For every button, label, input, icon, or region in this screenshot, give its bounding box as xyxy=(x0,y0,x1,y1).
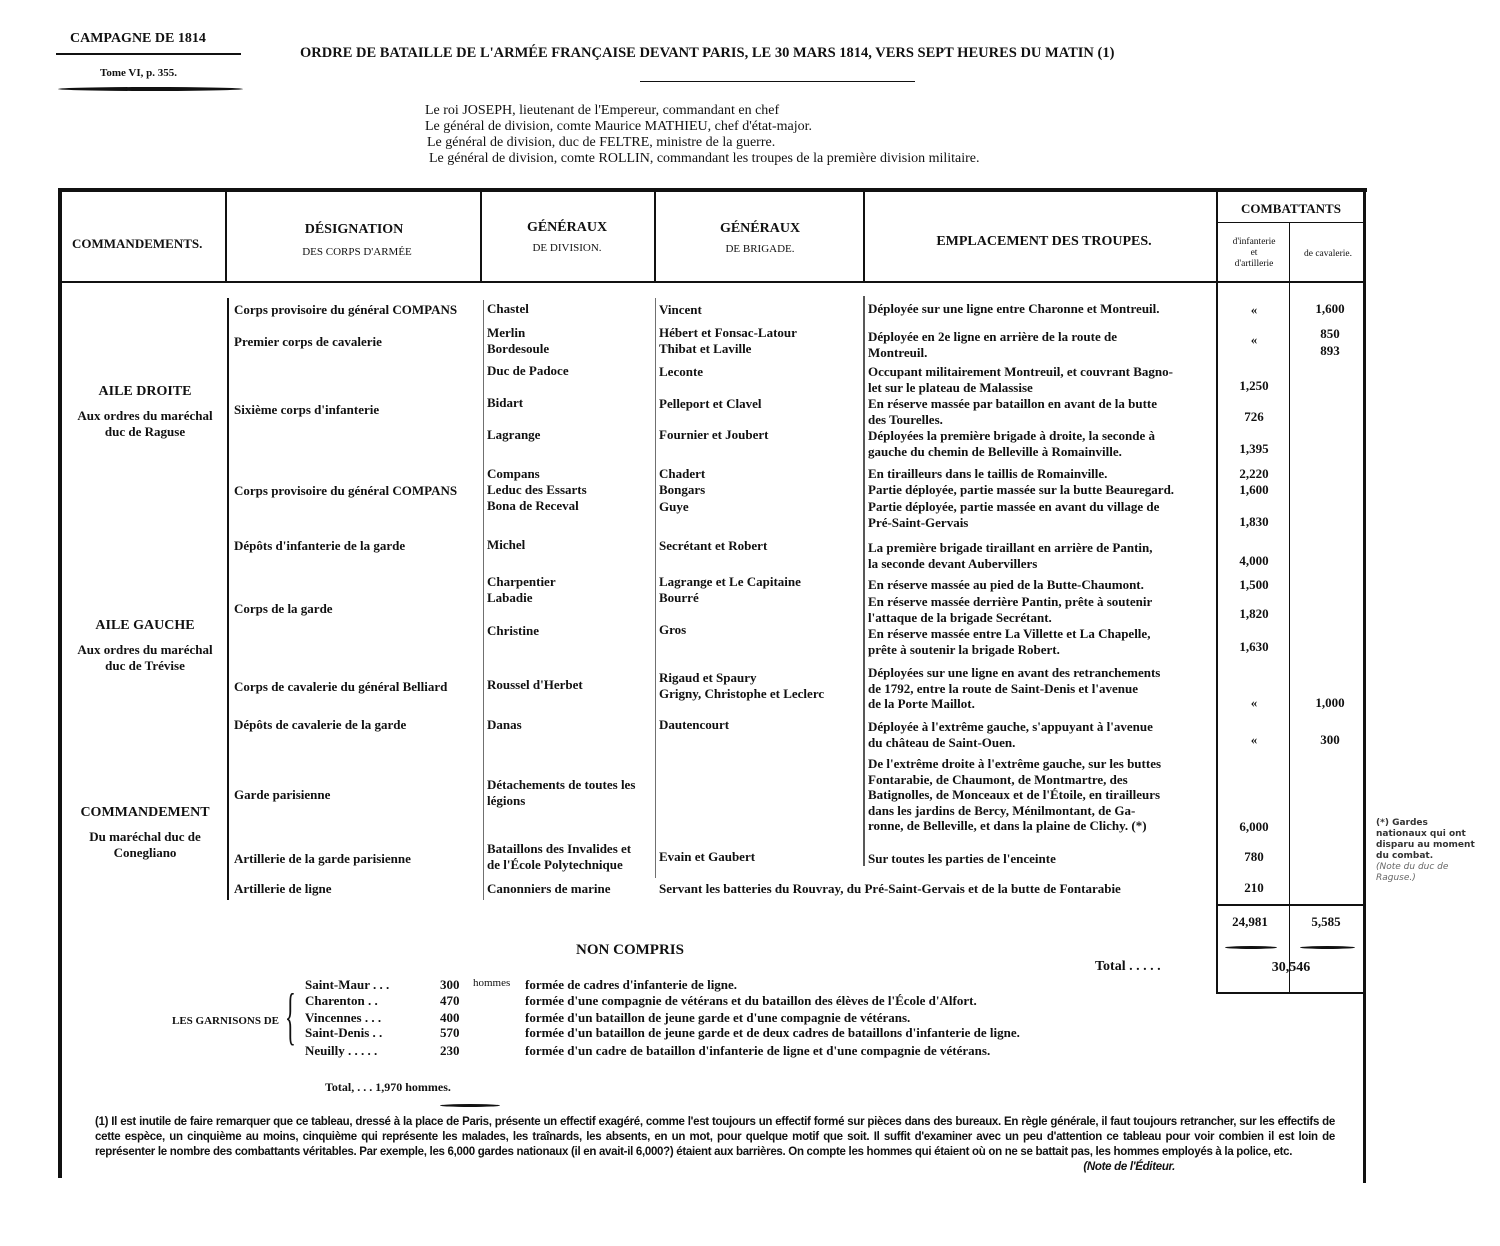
cavalry-count: 850 xyxy=(1320,326,1340,341)
emplacement: Occupant militairement Montreuil, et couvrant Bagno- xyxy=(868,364,1173,379)
divider xyxy=(1225,946,1277,949)
col-header-inf: et xyxy=(1250,248,1258,258)
corps-name: Dépôts d'infanterie de la garde xyxy=(234,538,406,553)
col-header-inf: d'infanterie xyxy=(1232,237,1276,247)
emplacement: Déployées la première brigade à droite, la seconde à xyxy=(868,428,1156,443)
tome-reference: Tome VI, p. 355. xyxy=(100,67,178,79)
infantry-count: 4,000 xyxy=(1239,553,1269,568)
infantry-count: 1,820 xyxy=(1239,606,1269,621)
emplacement: En réserve massée derrière Pantin, prête à soutenir xyxy=(868,594,1153,609)
infantry-count: « xyxy=(1250,695,1258,710)
emplacement: l'attaque de la brigade Secrétant. xyxy=(868,609,1052,625)
general-brigade: Lagrange et Le Capitaine xyxy=(659,574,801,589)
garrison-total: Total, . . . 1,970 hommes. xyxy=(325,1080,451,1094)
general-brigade: Secrétant et Robert xyxy=(659,538,768,553)
general-division: Bordesoule xyxy=(487,341,550,356)
emplacement: de la Porte Maillot. xyxy=(868,696,975,711)
column-divider xyxy=(480,192,482,282)
general-brigade: Vincent xyxy=(659,302,702,317)
general-brigade: Evain et Gaubert xyxy=(659,849,756,864)
general-division: Canonniers de marine xyxy=(487,881,611,896)
infantry-count: « xyxy=(1250,732,1258,747)
total-label: Total . . . . . xyxy=(1095,959,1161,974)
intro-line: Le général de division, comte Maurice MATHIEU, chef d'état-major. xyxy=(425,119,812,134)
infantry-count: 1,600 xyxy=(1239,482,1269,497)
general-division: Danas xyxy=(487,717,522,732)
infantry-count: « xyxy=(1250,302,1258,317)
general-brigade: Rigaud et Spaury xyxy=(659,670,757,685)
grand-total: 30,546 xyxy=(1271,960,1311,975)
general-division: Bataillons des Invalides et xyxy=(487,841,632,856)
emplacement: des Tourelles. xyxy=(868,411,943,427)
garrison-count: 230 xyxy=(440,1043,460,1058)
corps-name: Dépôts de cavalerie de la garde xyxy=(234,717,407,732)
intro-line: Le général de division, comte ROLLIN, commandant les troupes de la première division militaire. xyxy=(429,151,980,166)
garrison-description: formée d'une compagnie de vétérans et du bataillon des élèves de l'École d'Alfort. xyxy=(525,993,977,1008)
garrison-name: Neuilly . . . . . xyxy=(305,1043,378,1058)
col-header-gen-brig: GÉNÉRAUX xyxy=(719,221,801,236)
command-subtitle: Conegliano xyxy=(113,845,177,860)
general-division: Chastel xyxy=(487,301,529,316)
column-divider xyxy=(1216,192,1218,994)
infantry-count: 6,000 xyxy=(1239,819,1269,834)
header-divider xyxy=(62,281,1365,283)
general-brigade: Bourré xyxy=(659,590,699,605)
emplacement: En réserve massée au pied de la Butte-Chaumont. xyxy=(868,577,1144,592)
column-divider xyxy=(863,192,865,282)
side-note: (*) Gardes nationaux qui ont disparu au moment du combat. (Note du duc de Raguse.) xyxy=(1376,818,1475,883)
command-title: COMMANDEMENT xyxy=(80,805,210,820)
general-brigade: Chadert xyxy=(659,466,706,481)
general-brigade: Servant les batteries du Rouvray, du Pré-Saint-Gervais et de la butte de Fontarabie xyxy=(659,881,1121,896)
garrison-name: Vincennes . . . xyxy=(305,1010,382,1025)
garrison-count: 570 xyxy=(440,1025,460,1040)
campaign-label: CAMPAGNE DE 1814 xyxy=(70,31,206,46)
garrison-description: formée d'un cadre de bataillon d'infanterie de ligne et d'une compagnie de vétérans. xyxy=(525,1043,991,1058)
general-division: Merlin xyxy=(487,325,526,340)
general-brigade: Dautencourt xyxy=(659,717,730,732)
emplacement: la seconde devant Aubervillers xyxy=(868,555,1038,571)
emplacement: Déployée à l'extrême gauche, s'appuyant à l'avenue xyxy=(868,719,1153,734)
brace-divider xyxy=(655,298,656,878)
col-header-commandements: COMMANDEMENTS. xyxy=(72,236,203,251)
garrison-name: Saint-Denis . . xyxy=(305,1025,383,1040)
brace-divider xyxy=(483,300,484,900)
emplacement: de 1792, entre la route de Saint-Denis et l'avenue xyxy=(868,680,1138,696)
footnote: (1) Il est inutile de faire remarquer que ce tableau, dressé à la place de Paris, présente un effectif exagéré, comme l'est toujours un effectif formé sur pièces dans des bureaux. En règle générale, il faut toujours retrancher, sur les effectifs de cette espèce, un cinquième au moins, cinquième qui représente les malades, les traînards, les absents, en un mot, pour quelque motif que soit. Il suffit d'examiner avec un peu d'attention ce tableau pour voir combien il est loin de représenter le nombre des combattants véritables. Par exemple, les 6,000 gardes nationaux (il en avait-il 6,000?) étaient aux barrières. On compte les hommes qui étaient où on ne se battait pas, les hommes employés à la police, etc. (Note de l'Éditeur. xyxy=(95,1116,1335,1173)
emplacement: En réserve massée par bataillon en avant de la butte xyxy=(868,396,1157,411)
infantry-count: 1,500 xyxy=(1239,577,1269,592)
corps-name: Garde parisienne xyxy=(234,787,331,802)
garrison-count: 400 xyxy=(440,1010,460,1025)
corps-name: Sixième corps d'infanterie xyxy=(234,402,380,417)
command-subtitle: duc de Raguse xyxy=(104,424,186,439)
emplacement: dans les jardins de Bercy, Ménilmontant, de Ga- xyxy=(868,802,1136,818)
general-brigade: Gros xyxy=(659,622,687,637)
garrison-description: formée d'un bataillon de jeune garde et d'une compagnie de vétérans. xyxy=(525,1010,911,1025)
divider xyxy=(58,87,243,91)
intro-line: Le roi JOSEPH, lieutenant de l'Empereur, commandant en chef xyxy=(425,103,780,118)
col-header-designation-sub: DES CORPS D'ARMÉE xyxy=(302,246,412,258)
divider xyxy=(640,81,915,82)
corps-name: Corps de la garde xyxy=(234,601,333,616)
emplacement: Batignolles, de Monceaux et de l'Étoile, en tirailleurs xyxy=(868,787,1161,802)
general-division: Détachements de toutes les xyxy=(487,777,636,792)
infantry-count: 780 xyxy=(1244,849,1264,864)
col-header-inf: d'artillerie xyxy=(1234,259,1274,269)
emplacement: Déployées sur une ligne en avant des retranchements xyxy=(868,665,1161,680)
corps-name: Premier corps de cavalerie xyxy=(234,334,382,349)
emplacement: Déployée sur une ligne entre Charonne et Montreuil. xyxy=(868,301,1160,316)
table-left-border xyxy=(58,188,62,1178)
emplacement: En réserve massée entre La Villette et La Chapelle, xyxy=(868,626,1151,641)
total-cavalry: 5,585 xyxy=(1311,914,1341,929)
col-header-gen-brig-sub: DE BRIGADE. xyxy=(725,243,795,255)
corps-name: Corps provisoire du général COMPANS xyxy=(234,483,458,498)
emplacement: Déployée en 2e ligne en arrière de la route de xyxy=(868,329,1117,344)
col-header-combattants: COMBATTANTS xyxy=(1241,201,1341,216)
general-division: Bidart xyxy=(487,395,524,410)
emplacement: Partie déployée, partie massée en avant du village de xyxy=(868,499,1160,514)
total-infantry: 24,981 xyxy=(1232,914,1268,929)
garrisons-label: LES GARNISONS DE xyxy=(172,1015,279,1027)
general-division: Compans xyxy=(487,466,540,481)
corps-name: Artillerie de ligne xyxy=(234,881,332,896)
intro-line: Le général de division, duc de FELTRE, ministre de la guerre. xyxy=(427,135,776,150)
general-brigade: Bongars xyxy=(659,482,706,497)
emplacement: De l'extrême droite à l'extrême gauche, sur les buttes xyxy=(868,756,1162,771)
garrison-description: formée de cadres d'infanterie de ligne. xyxy=(525,977,738,992)
emplacement: Fontarabie, de Chaumont, de Montmartre, des xyxy=(868,771,1128,787)
emplacement: du château de Saint-Ouen. xyxy=(868,734,1016,750)
general-division: Christine xyxy=(487,623,539,638)
garrison-count: 300 xyxy=(440,977,460,992)
command-subtitle: Du maréchal duc de xyxy=(89,829,201,844)
general-division: Charpentier xyxy=(487,574,556,589)
emplacement: Montreuil. xyxy=(868,344,928,360)
general-brigade: Fournier et Joubert xyxy=(659,427,769,442)
col-header-gen-div: GÉNÉRAUX xyxy=(526,220,608,235)
totals-divider xyxy=(1217,904,1365,906)
infantry-count: 1,395 xyxy=(1239,441,1269,456)
emplacement: La première brigade tiraillant en arrière de Pantin, xyxy=(868,540,1153,555)
divider xyxy=(1300,946,1355,949)
emplacement: gauche du chemin de Belleville à Romainville. xyxy=(868,443,1122,459)
corps-name: Corps de cavalerie du général Belliard xyxy=(234,679,448,694)
corps-name: Corps provisoire du général COMPANS xyxy=(234,302,458,317)
infantry-count: 726 xyxy=(1244,409,1264,424)
command-title: AILE GAUCHE xyxy=(95,618,195,633)
emplacement: Sur toutes les parties de l'enceinte xyxy=(868,851,1056,866)
brace-divider xyxy=(227,298,229,900)
general-brigade: Grigny, Christophe et Leclerc xyxy=(659,686,825,701)
infantry-count: « xyxy=(1250,332,1258,347)
general-division: Bona de Receval xyxy=(487,498,579,513)
cavalry-count: 1,000 xyxy=(1315,695,1345,710)
general-brigade: Hébert et Fonsac-Latour xyxy=(659,325,797,340)
col-header-designation: DÉSIGNATION xyxy=(304,222,404,237)
emplacement: ronne, de Belleville, et dans la plaine de Clichy. (*) xyxy=(868,818,1147,833)
general-brigade: Thibat et Laville xyxy=(659,341,752,356)
general-division: de l'École Polytechnique xyxy=(487,857,623,872)
emplacement: prête à soutenir la brigade Robert. xyxy=(868,641,1060,657)
brace-icon: { xyxy=(285,980,296,1051)
divider xyxy=(56,53,241,55)
garrison-unit: hommes xyxy=(473,977,511,989)
emplacement: Pré-Saint-Gervais xyxy=(868,514,969,530)
totals-bottom xyxy=(1217,992,1365,994)
infantry-count: 1,630 xyxy=(1239,639,1269,654)
page-title: ORDRE DE BATAILLE DE L'ARMÉE FRANÇAISE DEVANT PARIS, LE 30 MARS 1814, VERS SEPT HEURES DU MATIN (1) xyxy=(300,45,1115,61)
general-brigade: Leconte xyxy=(659,364,704,379)
col-header-gen-div-sub: DE DIVISION. xyxy=(532,242,602,254)
col-header-cav: de cavalerie. xyxy=(1304,249,1352,259)
table-right-border xyxy=(1363,188,1366,1183)
table-top-border xyxy=(58,188,1367,192)
general-division: Roussel d'Herbet xyxy=(487,677,583,692)
non-compris-title: NON COMPRIS xyxy=(576,942,684,958)
general-division: Duc de Padoce xyxy=(487,363,569,378)
emplacement: let sur le plateau de Malassise xyxy=(868,379,1033,395)
garrison-count: 470 xyxy=(440,993,460,1008)
garrison-description: formée d'un bataillon de jeune garde et de deux cadres de bataillons d'infanterie de ligne. xyxy=(525,1025,1020,1040)
col-header-emplacement: EMPLACEMENT DES TROUPES. xyxy=(936,234,1152,249)
column-divider xyxy=(1289,222,1290,994)
combattants-divider xyxy=(1217,222,1365,223)
column-divider xyxy=(225,192,227,282)
general-division: légions xyxy=(487,793,526,808)
cavalry-count: 1,600 xyxy=(1315,301,1345,316)
column-divider xyxy=(654,192,656,282)
general-division: Michel xyxy=(487,537,526,552)
emplacement: Partie déployée, partie massée sur la butte Beauregard. xyxy=(868,482,1175,497)
garrison-name: Saint-Maur . . . xyxy=(305,977,390,992)
brace-divider xyxy=(863,296,865,866)
infantry-count: 1,830 xyxy=(1239,514,1269,529)
command-subtitle: Aux ordres du maréchal xyxy=(77,642,213,657)
general-brigade: Guye xyxy=(659,499,689,514)
corps-name: Artillerie de la garde parisienne xyxy=(234,851,411,866)
cavalry-count: 300 xyxy=(1320,732,1340,747)
emplacement: En tirailleurs dans le taillis de Romainville. xyxy=(868,466,1108,481)
general-brigade: Pelleport et Clavel xyxy=(659,396,762,411)
garrison-name: Charenton . . xyxy=(305,993,378,1008)
command-subtitle: duc de Trévise xyxy=(105,658,185,673)
infantry-count: 210 xyxy=(1244,880,1264,895)
general-division: Leduc des Essarts xyxy=(487,482,587,497)
general-division: Labadie xyxy=(487,590,533,605)
command-subtitle: Aux ordres du maréchal xyxy=(77,408,213,423)
cavalry-count: 893 xyxy=(1320,343,1340,358)
command-title: AILE DROITE xyxy=(98,384,192,399)
infantry-count: 2,220 xyxy=(1239,466,1269,481)
infantry-count: 1,250 xyxy=(1239,378,1269,393)
divider xyxy=(440,1104,500,1107)
general-division: Lagrange xyxy=(487,427,541,442)
